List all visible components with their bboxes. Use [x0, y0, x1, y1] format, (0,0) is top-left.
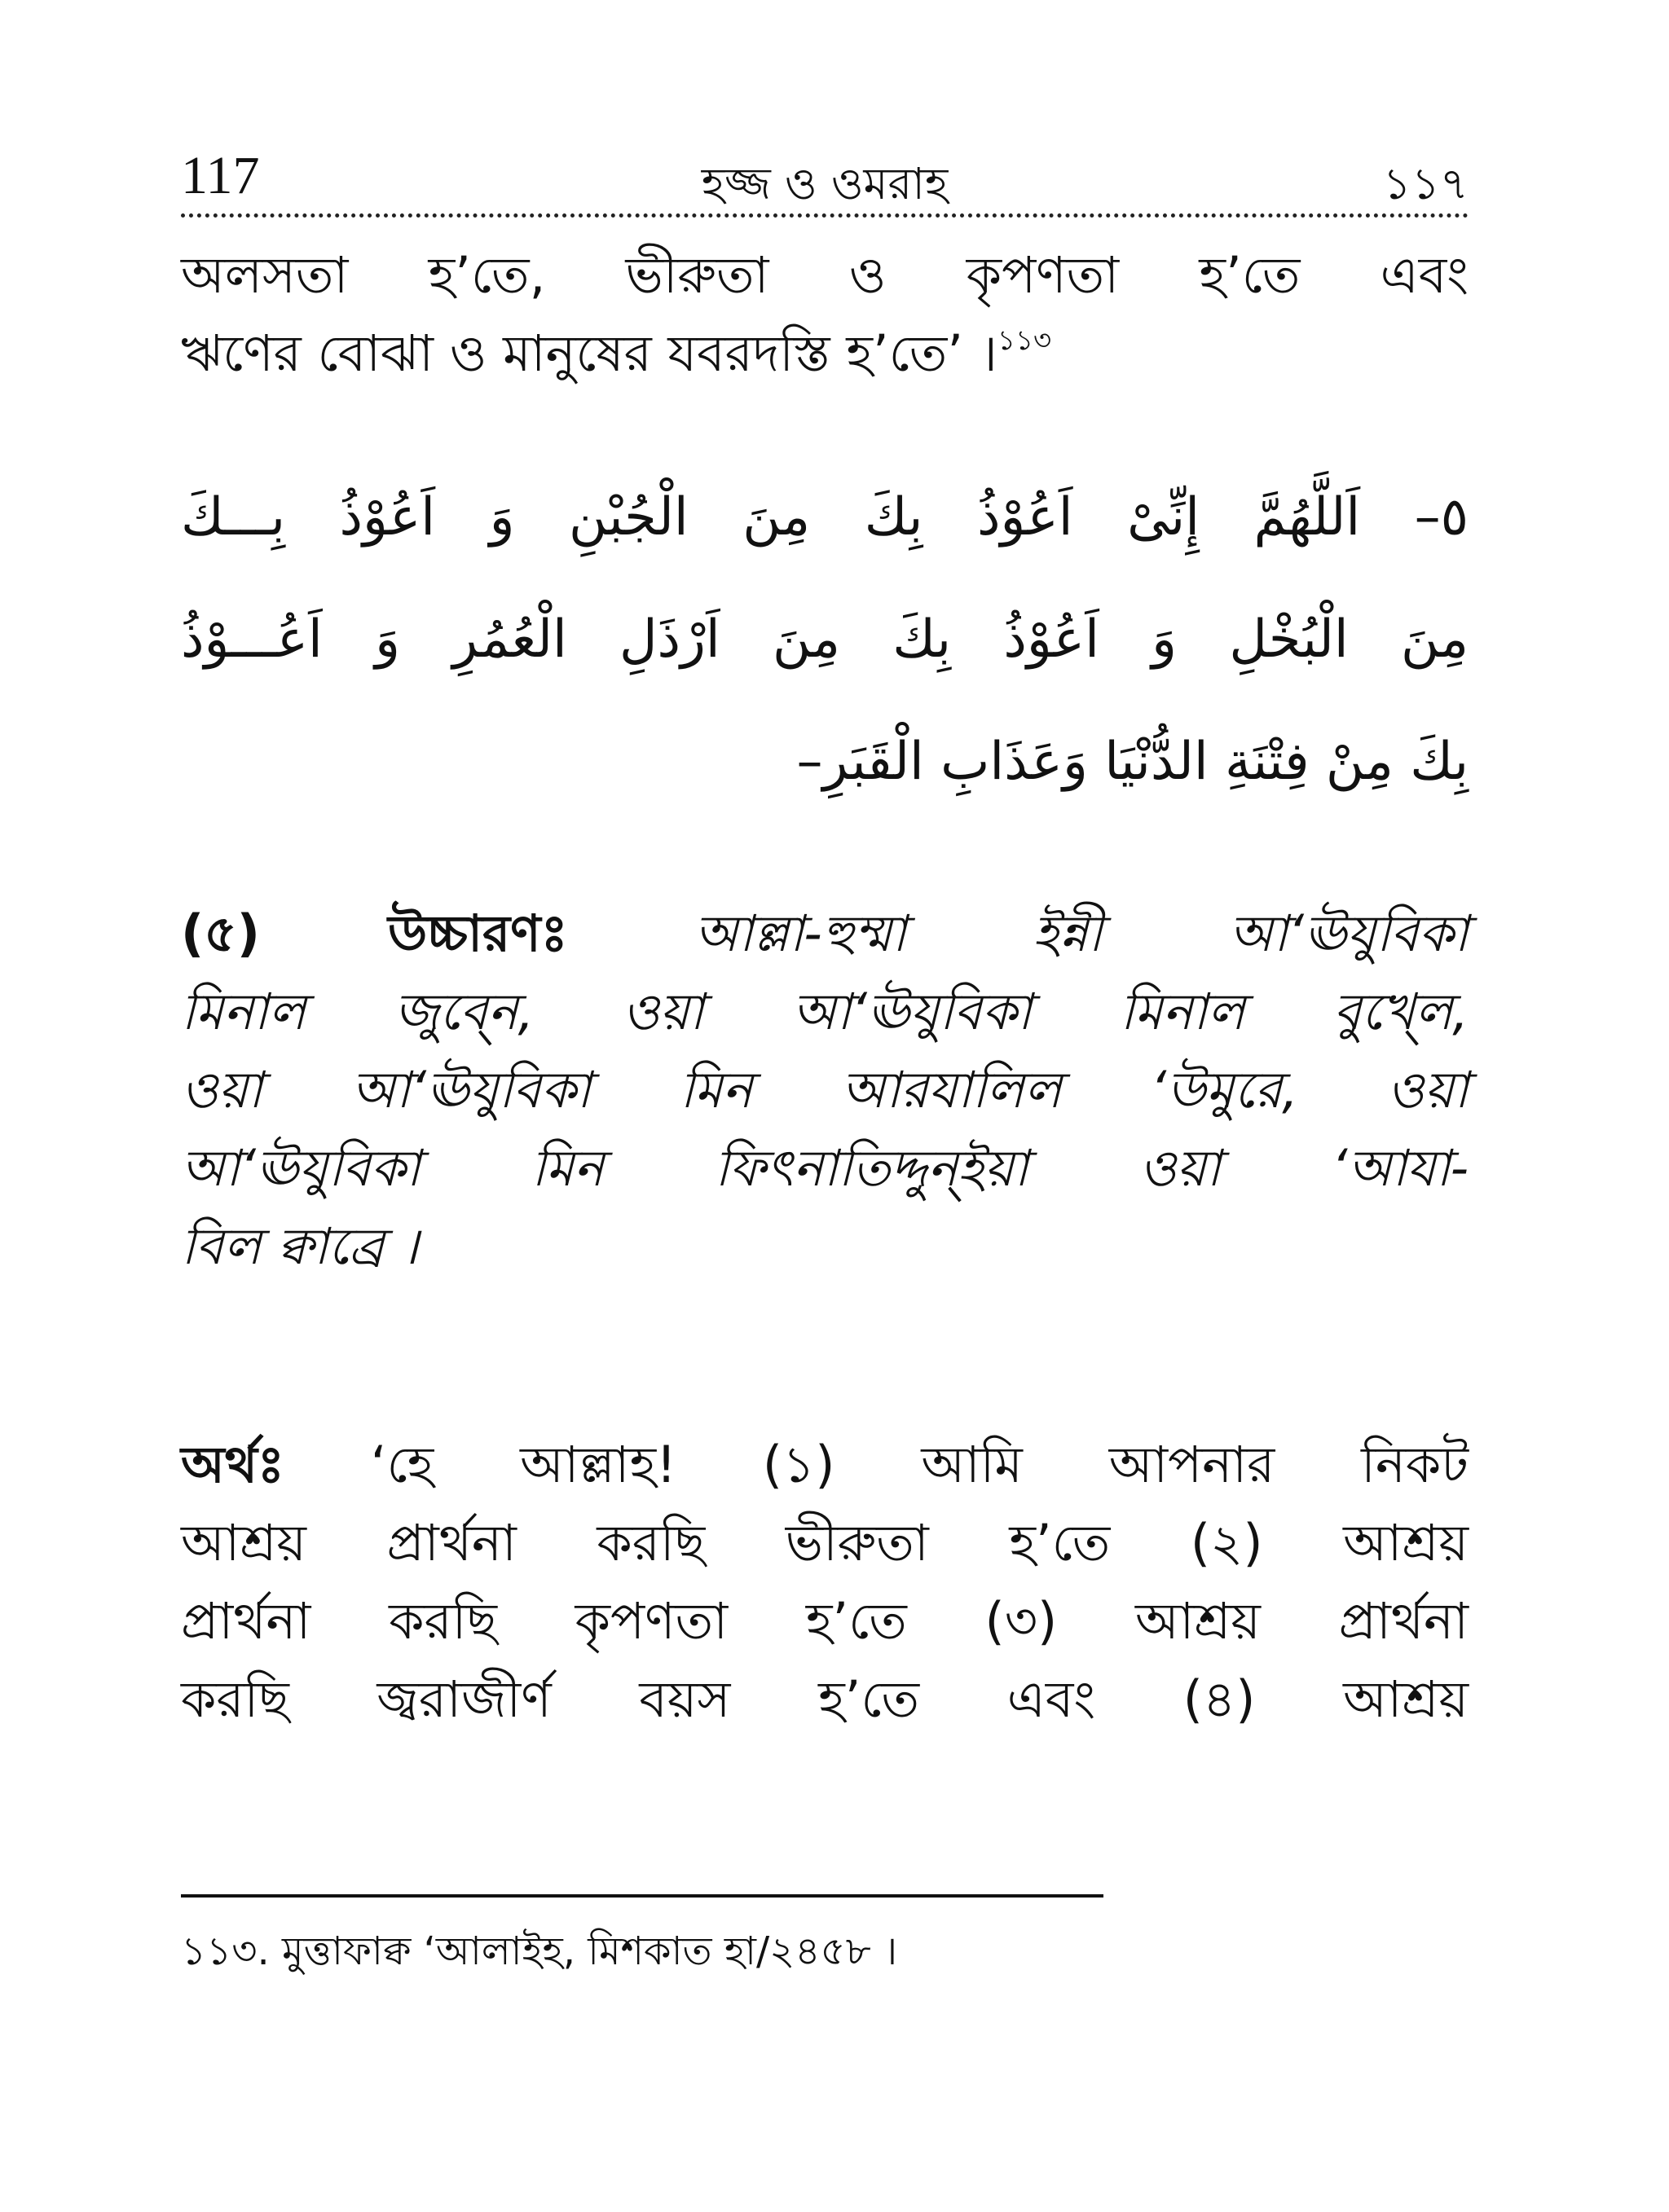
pronunciation-line-3: ওয়া আ‘ঊযুবিকা মিন আরযালিল ‘উমুরে, ওয়া [181, 1060, 1469, 1119]
page-number-bengali: ১১৭ [1382, 158, 1469, 209]
book-page [181, 0, 1469, 2212]
pronunciation-line-1-text: আল্লা-হুম্মা ইন্নী আ‘ঊযুবিকা [694, 904, 1469, 963]
meaning-line-3: প্রার্থনা করছি কৃপণতা হ’তে (৩) আশ্রয় প্রার্থনা [181, 1591, 1469, 1651]
intro-line-1: অলসতা হ’তে, ভীরুতা ও কৃপণতা হ’তে এবং [181, 245, 1469, 305]
running-header [181, 145, 1469, 210]
intro-paragraph [181, 236, 1469, 393]
footnote: ১১৩. মুত্তাফাক্ব ‘আলাইহ, মিশকাত হা/২৪৫৮ । [181, 1928, 898, 1974]
page-number-latin: 117 [181, 146, 260, 205]
pronunciation-paragraph [181, 895, 1469, 1286]
meaning-label: অর্থঃ [181, 1435, 284, 1494]
pronunciation-line-2: মিনাল জুব্নে, ওয়া আ‘ঊযুবিকা মিনাল বুখ্লে, [181, 982, 1469, 1041]
meaning-line-2: আশ্রয় প্রার্থনা করছি ভীরুতা হ’তে (২) আশ্রয় [181, 1513, 1469, 1572]
arabic-dua-line-1: ٥– اَللَّهُمَّ إِنِّىْ اَعُوْذُ بِكَ مِنَ الْجُبْنِ وَ اَعُوْذُ بِـــكَ [181, 487, 1469, 548]
footnote-reference[interactable]: ১১৩ [997, 324, 1052, 357]
book-title: হজ্জ ও ওমরাহ [701, 158, 949, 209]
header-dotted-divider [181, 213, 1469, 218]
pronunciation-line-4: আ‘ঊযুবিকা মিন ফিৎনাতিদ্দুন্ইয়া ওয়া ‘আযা- [181, 1138, 1469, 1198]
meaning-paragraph [181, 1426, 1469, 1739]
intro-line-2-text: ঋণের বোঝা ও মানুষের যবরদস্তি হ’তে’ । [181, 323, 997, 383]
pronunciation-line-1 [181, 895, 1469, 973]
meaning-line-1-text: ‘হে আল্লাহ! (১) আমি আপনার নিকট [370, 1435, 1469, 1494]
intro-line-2 [181, 314, 1469, 393]
footnote-divider [181, 1894, 1103, 1898]
arabic-dua-line-3: بِكَ مِنْ فِتْنَةِ الدُّنْيَا وَعَذَابِ الْقَبَرِ– [796, 732, 1469, 792]
pronunciation-line-5: বিল ক্বাব্রে । [181, 1216, 419, 1276]
meaning-line-1 [181, 1426, 1469, 1504]
meaning-line-4: করছি জ্বরাজীর্ণ বয়স হ’তে এবং (৪) আশ্রয় [181, 1669, 1469, 1729]
pronunciation-label: (৫) উচ্চারণঃ [181, 904, 568, 963]
arabic-dua-line-2: مِنَ الْبُخْلِ وَ اَعُوْذُ بِكَ مِنَ اَرْذَلِ الْعُمُرِ وَ اَعُـــوْذُ [181, 609, 1469, 670]
